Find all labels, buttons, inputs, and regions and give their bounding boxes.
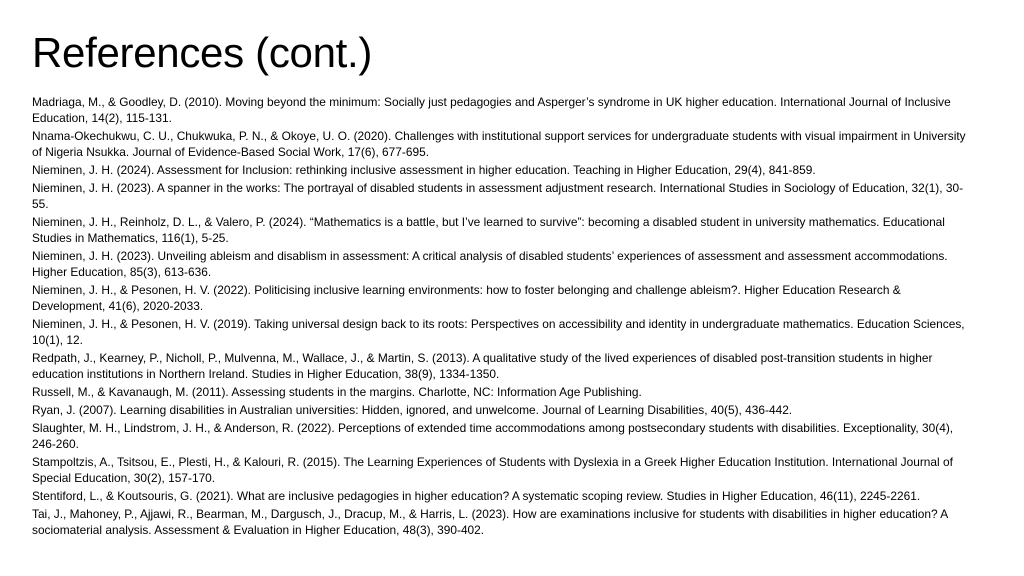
reference-item: Stentiford, L., & Koutsouris, G. (2021). What are inclusive pedagogies in higher education? A systematic scoping review. Studies in Higher Education, 46(11), 2245-2261. [32,489,921,503]
reference-item: Russell, M., & Kavanaugh, M. (2011). Assessing students in the margins. Charlotte, NC: Information Age Publishing. [32,385,642,399]
reference-item: Nieminen, J. H. (2023). Unveiling ableism and disablism in assessment: A critical analysis of disabled students’ experiences of assessment and assessment accommodations. Higher Education, 85(3), 613-636. [32,249,948,279]
reference-item: Nieminen, J. H. (2023). A spanner in the works: The portrayal of disabled students in assessment adjustment research. International Studies in Sociology of Education, 32(1), 30-55. [32,181,964,211]
reference-item: Ryan, J. (2007). Learning disabilities in Australian universities: Hidden, ignored, and unwelcome. Journal of Learning Disabilities, 40(5), 436-442. [32,403,793,417]
reference-item: Nieminen, J. H. (2024). Assessment for Inclusion: rethinking inclusive assessment in higher education. Teaching in Higher Education, 29(4), 841-859. [32,163,816,177]
reference-item: Madriaga, M., & Goodley, D. (2010). Moving beyond the minimum: Socially just pedagogies and Asperger’s syndrome in UK higher education. International Journal of Inclusive Education, 14(2), 115-131. [32,95,951,125]
reference-item: Nnama-Okechukwu, C. U., Chukwuka, P. N., & Okoye, U. O. (2020). Challenges with institutional support services for undergraduate students with visual impairment in University of Nigeria Nsukka. Journal of Evidence-Based Social Work, 17(6), 677-695. [32,129,966,159]
reference-item: Nieminen, J. H., Reinholz, D. L., & Valero, P. (2024). “Mathematics is a battle, but I’ve learned to survive”: becoming a disabled student in university mathematics. Educational Studies in Mathematics, 116(1), 5-25. [32,215,945,245]
reference-item: Stampoltzis, A., Tsitsou, E., Plesti, H., & Kalouri, R. (2015). The Learning Experiences of Students with Dyslexia in a Greek Higher Education Institution. International Journal of Special Education, 30(2), 157-170. [32,455,953,485]
reference-list [32,94,974,540]
reference-item: Nieminen, J. H., & Pesonen, H. V. (2019). Taking universal design back to its roots: Perspectives on accessibility and identity in undergraduate mathematics. Education Sciences, 10(1), 12. [32,317,965,347]
reference-item: Tai, J., Mahoney, P., Ajjawi, R., Bearman, M., Dargusch, J., Dracup, M., & Harris, L. (2023). How are examinations inclusive for students with disabilities in higher education? A sociomaterial analysis. Assessment & Evaluation in Higher Education, 48(3), 390-402. [32,507,948,537]
reference-item: Redpath, J., Kearney, P., Nicholl, P., Mulvenna, M., Wallace, J., & Martin, S. (2013). A qualitative study of the lived experiences of disabled post-transition students in higher education institutions in Northern Ireland. Studies in Higher Education, 38(9), 1334-1350. [32,351,933,381]
slide-title: References (cont.) [32,29,373,76]
reference-item: Nieminen, J. H., & Pesonen, H. V. (2022). Politicising inclusive learning environments: how to foster belonging and challenge ableism?. Higher Education Research & Development, 41(6), 2020-2033. [32,283,901,313]
reference-item: Slaughter, M. H., Lindstrom, J. H., & Anderson, R. (2022). Perceptions of extended time accommodations among postsecondary students with disabilities. Exceptionality, 30(4), 246-260. [32,421,954,451]
